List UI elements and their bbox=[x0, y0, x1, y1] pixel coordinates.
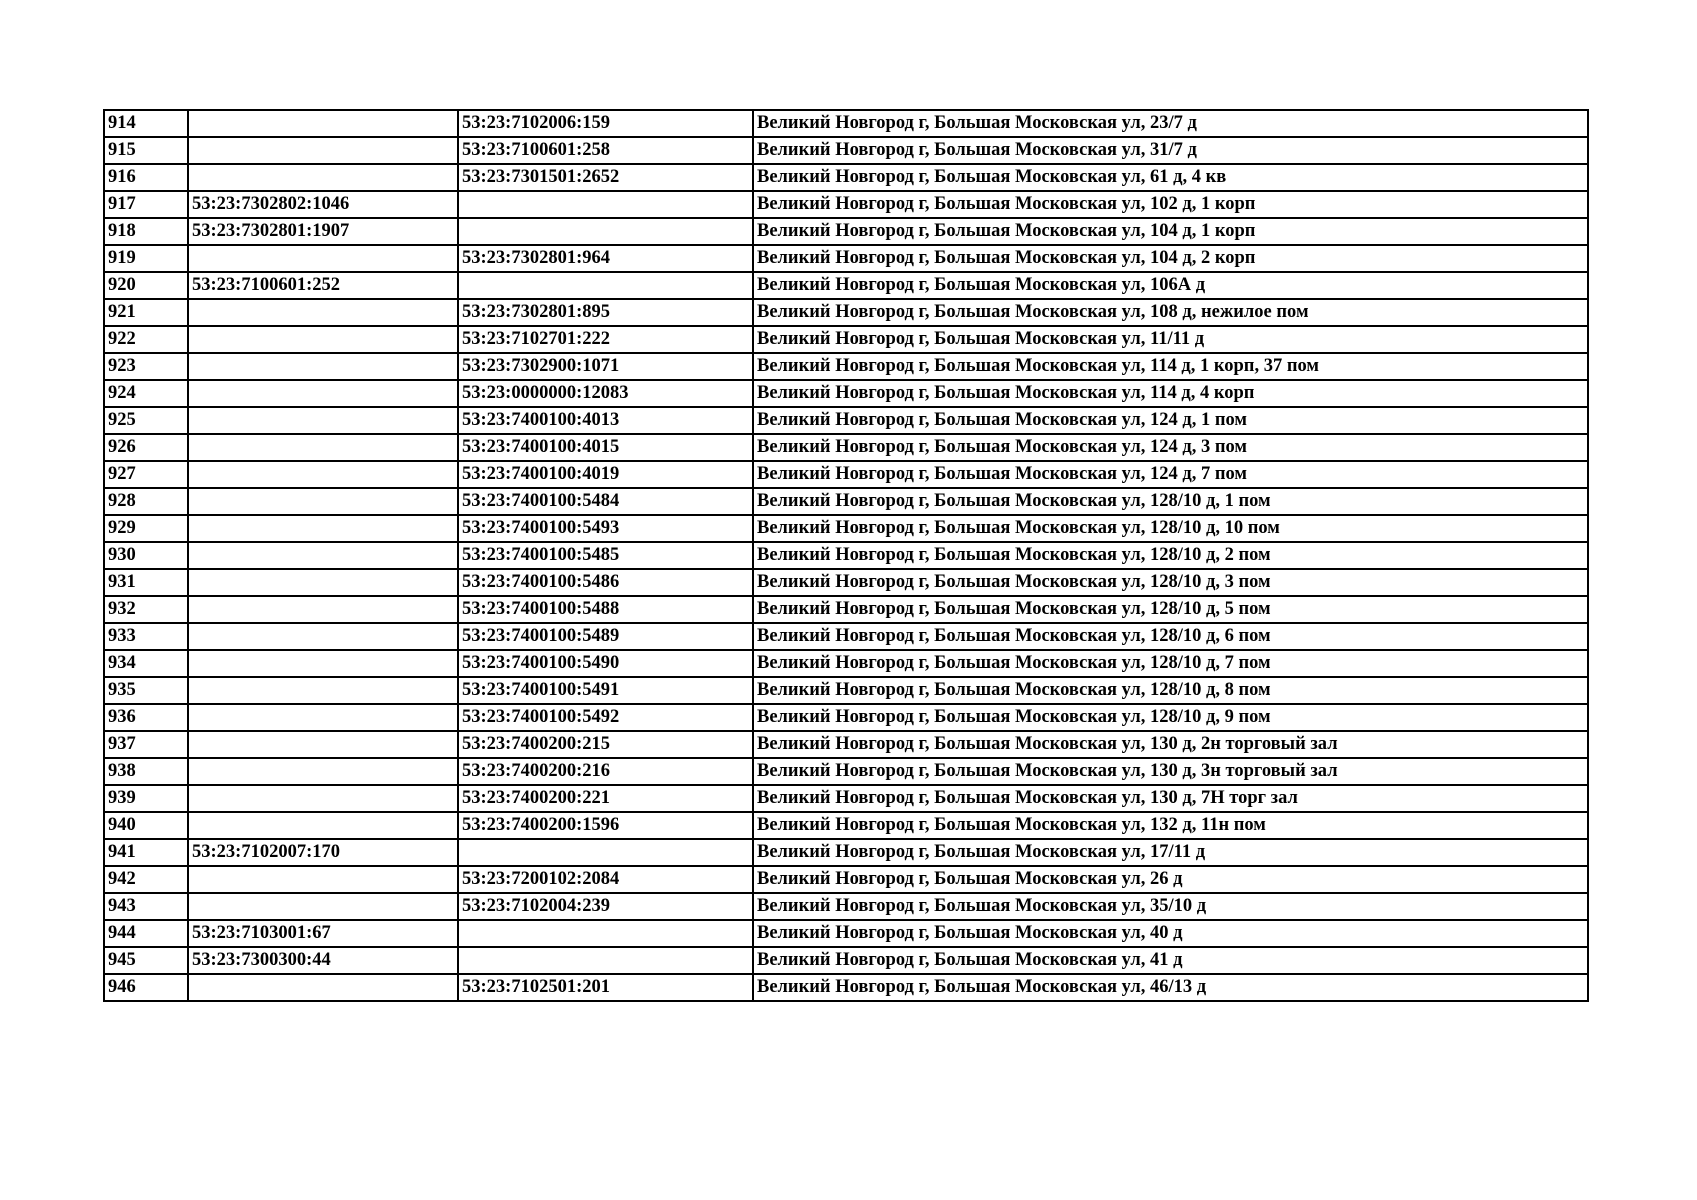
parcel-number-cell bbox=[188, 785, 458, 812]
row-number-cell: 918 bbox=[104, 218, 188, 245]
address-cell: Великий Новгород г, Большая Московская ул, 114 д, 4 корп bbox=[753, 380, 1588, 407]
row-number-cell: 914 bbox=[104, 110, 188, 137]
parcel-number-cell bbox=[188, 704, 458, 731]
row-number-cell: 936 bbox=[104, 704, 188, 731]
row-number-cell: 946 bbox=[104, 974, 188, 1001]
address-cell: Великий Новгород г, Большая Московская ул, 130 д, 2н торговый зал bbox=[753, 731, 1588, 758]
row-number-cell: 928 bbox=[104, 488, 188, 515]
table-row bbox=[104, 515, 1588, 542]
row-number-cell: 930 bbox=[104, 542, 188, 569]
parcel-number-cell bbox=[188, 758, 458, 785]
row-number-cell: 915 bbox=[104, 137, 188, 164]
row-number-cell: 941 bbox=[104, 839, 188, 866]
address-cell: Великий Новгород г, Большая Московская ул, 108 д, нежилое пом bbox=[753, 299, 1588, 326]
address-cell: Великий Новгород г, Большая Московская ул, 130 д, 3н торговый зал bbox=[753, 758, 1588, 785]
building-number-cell: 53:23:7400100:5490 bbox=[458, 650, 753, 677]
address-cell: Великий Новгород г, Большая Московская ул, 124 д, 1 пом bbox=[753, 407, 1588, 434]
building-number-cell: 53:23:7102004:239 bbox=[458, 893, 753, 920]
building-number-cell: 53:23:0000000:12083 bbox=[458, 380, 753, 407]
address-cell: Великий Новгород г, Большая Московская ул, 26 д bbox=[753, 866, 1588, 893]
parcel-number-cell bbox=[188, 434, 458, 461]
parcel-number-cell bbox=[188, 380, 458, 407]
row-number-cell: 919 bbox=[104, 245, 188, 272]
address-cell: Великий Новгород г, Большая Московская ул, 128/10 д, 2 пом bbox=[753, 542, 1588, 569]
parcel-number-cell bbox=[188, 353, 458, 380]
row-number-cell: 926 bbox=[104, 434, 188, 461]
table-row bbox=[104, 245, 1588, 272]
table-row bbox=[104, 434, 1588, 461]
row-number-cell: 924 bbox=[104, 380, 188, 407]
table-row bbox=[104, 731, 1588, 758]
parcel-number-cell: 53:23:7103001:67 bbox=[188, 920, 458, 947]
building-number-cell: 53:23:7400100:5484 bbox=[458, 488, 753, 515]
address-cell: Великий Новгород г, Большая Московская ул, 104 д, 1 корп bbox=[753, 218, 1588, 245]
parcel-number-cell: 53:23:7302802:1046 bbox=[188, 191, 458, 218]
table-row bbox=[104, 623, 1588, 650]
building-number-cell: 53:23:7100601:258 bbox=[458, 137, 753, 164]
table-row bbox=[104, 650, 1588, 677]
table-row bbox=[104, 947, 1588, 974]
building-number-cell: 53:23:7400200:1596 bbox=[458, 812, 753, 839]
address-cell: Великий Новгород г, Большая Московская ул, 128/10 д, 6 пом bbox=[753, 623, 1588, 650]
table-row bbox=[104, 137, 1588, 164]
address-cell: Великий Новгород г, Большая Московская ул, 31/7 д bbox=[753, 137, 1588, 164]
parcel-number-cell bbox=[188, 677, 458, 704]
table-row bbox=[104, 191, 1588, 218]
table-row bbox=[104, 704, 1588, 731]
row-number-cell: 942 bbox=[104, 866, 188, 893]
address-cell: Великий Новгород г, Большая Московская ул, 104 д, 2 корп bbox=[753, 245, 1588, 272]
table-row bbox=[104, 785, 1588, 812]
table-row bbox=[104, 299, 1588, 326]
address-cell: Великий Новгород г, Большая Московская ул, 23/7 д bbox=[753, 110, 1588, 137]
row-number-cell: 916 bbox=[104, 164, 188, 191]
building-number-cell bbox=[458, 272, 753, 299]
row-number-cell: 925 bbox=[104, 407, 188, 434]
table-row bbox=[104, 353, 1588, 380]
parcel-number-cell bbox=[188, 623, 458, 650]
cadastral-table bbox=[103, 109, 1589, 1002]
row-number-cell: 945 bbox=[104, 947, 188, 974]
table-row bbox=[104, 218, 1588, 245]
parcel-number-cell bbox=[188, 515, 458, 542]
building-number-cell: 53:23:7400200:216 bbox=[458, 758, 753, 785]
table-row bbox=[104, 488, 1588, 515]
row-number-cell: 940 bbox=[104, 812, 188, 839]
table-row bbox=[104, 461, 1588, 488]
address-cell: Великий Новгород г, Большая Московская ул, 35/10 д bbox=[753, 893, 1588, 920]
row-number-cell: 921 bbox=[104, 299, 188, 326]
address-cell: Великий Новгород г, Большая Московская ул, 40 д bbox=[753, 920, 1588, 947]
building-number-cell: 53:23:7400100:5489 bbox=[458, 623, 753, 650]
table-row bbox=[104, 812, 1588, 839]
building-number-cell: 53:23:7400100:5492 bbox=[458, 704, 753, 731]
table-row bbox=[104, 893, 1588, 920]
building-number-cell bbox=[458, 947, 753, 974]
table-body bbox=[104, 110, 1588, 1001]
building-number-cell: 53:23:7302900:1071 bbox=[458, 353, 753, 380]
building-number-cell: 53:23:7302801:895 bbox=[458, 299, 753, 326]
table-row bbox=[104, 326, 1588, 353]
building-number-cell: 53:23:7302801:964 bbox=[458, 245, 753, 272]
address-cell: Великий Новгород г, Большая Московская ул, 128/10 д, 8 пом bbox=[753, 677, 1588, 704]
address-cell: Великий Новгород г, Большая Московская ул, 61 д, 4 кв bbox=[753, 164, 1588, 191]
building-number-cell: 53:23:7400100:4013 bbox=[458, 407, 753, 434]
building-number-cell: 53:23:7200102:2084 bbox=[458, 866, 753, 893]
row-number-cell: 917 bbox=[104, 191, 188, 218]
building-number-cell: 53:23:7301501:2652 bbox=[458, 164, 753, 191]
parcel-number-cell: 53:23:7102007:170 bbox=[188, 839, 458, 866]
parcel-number-cell bbox=[188, 542, 458, 569]
table-row bbox=[104, 758, 1588, 785]
parcel-number-cell bbox=[188, 407, 458, 434]
parcel-number-cell: 53:23:7300300:44 bbox=[188, 947, 458, 974]
building-number-cell: 53:23:7400200:215 bbox=[458, 731, 753, 758]
address-cell: Великий Новгород г, Большая Московская ул, 114 д, 1 корп, 37 пом bbox=[753, 353, 1588, 380]
parcel-number-cell: 53:23:7302801:1907 bbox=[188, 218, 458, 245]
table-row bbox=[104, 677, 1588, 704]
table-row bbox=[104, 164, 1588, 191]
building-number-cell: 53:23:7400100:5488 bbox=[458, 596, 753, 623]
table-row bbox=[104, 272, 1588, 299]
address-cell: Великий Новгород г, Большая Московская ул, 41 д bbox=[753, 947, 1588, 974]
parcel-number-cell bbox=[188, 569, 458, 596]
row-number-cell: 943 bbox=[104, 893, 188, 920]
table-row bbox=[104, 110, 1588, 137]
building-number-cell: 53:23:7400200:221 bbox=[458, 785, 753, 812]
table-row bbox=[104, 839, 1588, 866]
row-number-cell: 920 bbox=[104, 272, 188, 299]
row-number-cell: 929 bbox=[104, 515, 188, 542]
row-number-cell: 937 bbox=[104, 731, 188, 758]
building-number-cell: 53:23:7102701:222 bbox=[458, 326, 753, 353]
table-row bbox=[104, 596, 1588, 623]
parcel-number-cell bbox=[188, 731, 458, 758]
parcel-number-cell bbox=[188, 164, 458, 191]
row-number-cell: 927 bbox=[104, 461, 188, 488]
table-row bbox=[104, 974, 1588, 1001]
address-cell: Великий Новгород г, Большая Московская ул, 128/10 д, 5 пом bbox=[753, 596, 1588, 623]
address-cell: Великий Новгород г, Большая Московская ул, 128/10 д, 10 пом bbox=[753, 515, 1588, 542]
row-number-cell: 933 bbox=[104, 623, 188, 650]
parcel-number-cell bbox=[188, 461, 458, 488]
building-number-cell: 53:23:7400100:5493 bbox=[458, 515, 753, 542]
building-number-cell bbox=[458, 218, 753, 245]
building-number-cell bbox=[458, 839, 753, 866]
address-cell: Великий Новгород г, Большая Московская ул, 124 д, 3 пом bbox=[753, 434, 1588, 461]
row-number-cell: 935 bbox=[104, 677, 188, 704]
row-number-cell: 923 bbox=[104, 353, 188, 380]
parcel-number-cell bbox=[188, 812, 458, 839]
row-number-cell: 944 bbox=[104, 920, 188, 947]
parcel-number-cell bbox=[188, 650, 458, 677]
address-cell: Великий Новгород г, Большая Московская ул, 124 д, 7 пом bbox=[753, 461, 1588, 488]
address-cell: Великий Новгород г, Большая Московская ул, 132 д, 11н пом bbox=[753, 812, 1588, 839]
table-row bbox=[104, 407, 1588, 434]
address-cell: Великий Новгород г, Большая Московская ул, 11/11 д bbox=[753, 326, 1588, 353]
parcel-number-cell bbox=[188, 866, 458, 893]
building-number-cell: 53:23:7102006:159 bbox=[458, 110, 753, 137]
parcel-number-cell: 53:23:7100601:252 bbox=[188, 272, 458, 299]
row-number-cell: 934 bbox=[104, 650, 188, 677]
parcel-number-cell bbox=[188, 299, 458, 326]
table-row bbox=[104, 380, 1588, 407]
address-cell: Великий Новгород г, Большая Московская ул, 102 д, 1 корп bbox=[753, 191, 1588, 218]
building-number-cell: 53:23:7400100:5491 bbox=[458, 677, 753, 704]
building-number-cell: 53:23:7400100:5485 bbox=[458, 542, 753, 569]
parcel-number-cell bbox=[188, 245, 458, 272]
parcel-number-cell bbox=[188, 110, 458, 137]
row-number-cell: 932 bbox=[104, 596, 188, 623]
building-number-cell: 53:23:7400100:4015 bbox=[458, 434, 753, 461]
parcel-number-cell bbox=[188, 137, 458, 164]
row-number-cell: 922 bbox=[104, 326, 188, 353]
row-number-cell: 931 bbox=[104, 569, 188, 596]
row-number-cell: 939 bbox=[104, 785, 188, 812]
row-number-cell: 938 bbox=[104, 758, 188, 785]
address-cell: Великий Новгород г, Большая Московская ул, 130 д, 7Н торг зал bbox=[753, 785, 1588, 812]
building-number-cell bbox=[458, 920, 753, 947]
building-number-cell: 53:23:7102501:201 bbox=[458, 974, 753, 1001]
address-cell: Великий Новгород г, Большая Московская ул, 128/10 д, 9 пом bbox=[753, 704, 1588, 731]
address-cell: Великий Новгород г, Большая Московская ул, 128/10 д, 7 пом bbox=[753, 650, 1588, 677]
building-number-cell: 53:23:7400100:4019 bbox=[458, 461, 753, 488]
parcel-number-cell bbox=[188, 974, 458, 1001]
address-cell: Великий Новгород г, Большая Московская ул, 128/10 д, 3 пом bbox=[753, 569, 1588, 596]
address-cell: Великий Новгород г, Большая Московская ул, 128/10 д, 1 пом bbox=[753, 488, 1588, 515]
table-row bbox=[104, 542, 1588, 569]
address-cell: Великий Новгород г, Большая Московская ул, 106А д bbox=[753, 272, 1588, 299]
table-row bbox=[104, 569, 1588, 596]
address-cell: Великий Новгород г, Большая Московская ул, 17/11 д bbox=[753, 839, 1588, 866]
table-row bbox=[104, 866, 1588, 893]
parcel-number-cell bbox=[188, 893, 458, 920]
parcel-number-cell bbox=[188, 488, 458, 515]
address-cell: Великий Новгород г, Большая Московская ул, 46/13 д bbox=[753, 974, 1588, 1001]
parcel-number-cell bbox=[188, 596, 458, 623]
building-number-cell: 53:23:7400100:5486 bbox=[458, 569, 753, 596]
building-number-cell bbox=[458, 191, 753, 218]
table-row bbox=[104, 920, 1588, 947]
parcel-number-cell bbox=[188, 326, 458, 353]
